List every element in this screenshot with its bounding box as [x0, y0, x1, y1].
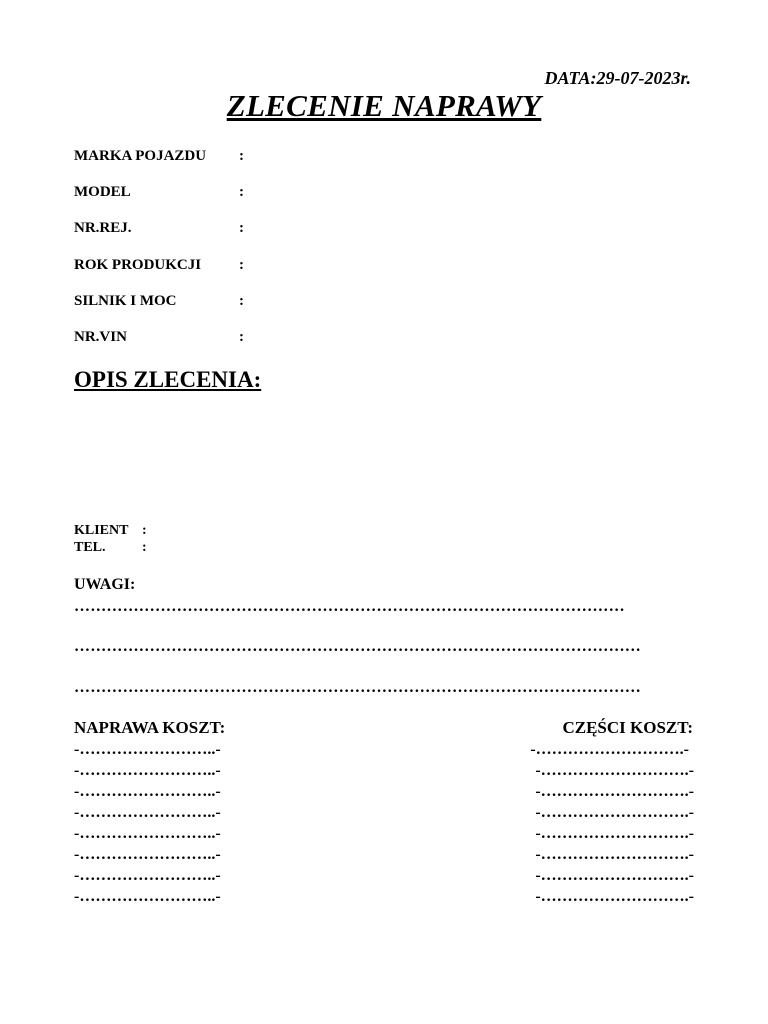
repair-cost-heading: NAPRAWA KOSZT:	[74, 718, 226, 737]
parts-cost-line: -……………………….-	[535, 867, 694, 884]
field-label: NR.VIN	[74, 329, 127, 345]
parts-cost-line: -……………………….-	[535, 825, 694, 842]
tel-field	[74, 540, 147, 556]
uwagi-heading: UWAGI:	[74, 576, 136, 593]
uwagi-line: ……………………………………………………………………………………………	[74, 638, 641, 655]
parts-cost-line: -……………………….-	[535, 804, 694, 821]
parts-cost-line: -……………………….-	[535, 783, 694, 800]
field-separator: :	[239, 148, 244, 164]
parts-cost-line: -……………………….-	[530, 741, 689, 758]
field-separator: :	[239, 329, 244, 345]
tel-label: TEL.	[74, 540, 106, 555]
field-label: NR.REJ.	[74, 220, 132, 236]
repair-cost-line: -……………………..-	[74, 867, 221, 884]
document-title: ZLECENIE NAPRAWY	[226, 88, 542, 123]
client-field	[74, 523, 147, 539]
field-label: MODEL	[74, 184, 131, 200]
order-date: DATA:29-07-2023r.	[544, 68, 691, 88]
repair-cost-line: -……………………..-	[74, 762, 221, 779]
field-rok-produkcji	[74, 257, 244, 274]
field-marka-pojazdu	[74, 148, 244, 165]
field-separator: :	[239, 184, 244, 200]
parts-cost-line: -……………………….-	[535, 846, 694, 863]
field-separator: :	[239, 293, 244, 309]
repair-cost-line: -……………………..-	[74, 783, 221, 800]
field-label: SILNIK I MOC	[74, 293, 177, 309]
uwagi-line: ……………………………………………………………………………………………	[74, 679, 641, 696]
field-separator: :	[239, 220, 244, 236]
parts-cost-line: -……………………….-	[535, 762, 694, 779]
parts-cost-line: -……………………….-	[535, 888, 694, 905]
repair-cost-line: -……………………..-	[74, 804, 221, 821]
repair-cost-line: -……………………..-	[74, 825, 221, 842]
client-separator: :	[142, 523, 147, 538]
opis-zlecenia-heading: OPIS ZLECENIA:	[74, 367, 262, 392]
repair-cost-line: -……………………..-	[74, 888, 221, 905]
repair-cost-line: -……………………..-	[74, 846, 221, 863]
field-label: ROK PRODUKCJI	[74, 257, 202, 273]
parts-cost-heading: CZĘŚCI KOSZT:	[562, 718, 693, 737]
field-silnik-i-moc	[74, 293, 244, 310]
field-nr-rej	[74, 220, 244, 237]
uwagi-line: …………………………………………………………………………………………	[74, 598, 625, 615]
field-nr-vin	[74, 329, 244, 346]
field-separator: :	[239, 257, 244, 273]
repair-cost-line: -……………………..-	[74, 741, 221, 758]
field-label: MARKA POJAZDU	[74, 148, 207, 164]
tel-separator: :	[142, 540, 147, 555]
field-model	[74, 184, 244, 201]
client-label: KLIENT	[74, 523, 129, 538]
